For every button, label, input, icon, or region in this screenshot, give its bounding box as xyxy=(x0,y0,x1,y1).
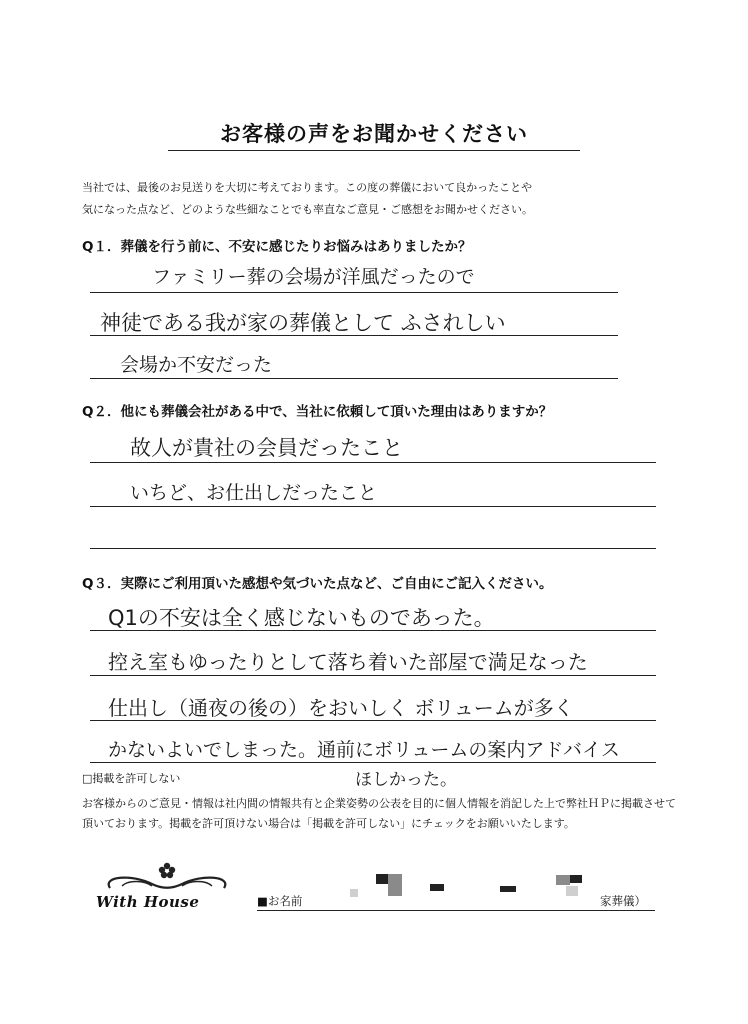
redaction-block xyxy=(376,874,388,884)
redaction-block xyxy=(570,875,582,883)
q3-answer-line-4: かないよいでしまった。通前にボリュームの案内アドバイス xyxy=(108,739,620,761)
redaction-block xyxy=(430,884,444,891)
redaction-block xyxy=(500,886,516,892)
intro-line-2: 気になった点など、どのような些細なことでも率直なご意見・ご感想をお聞かせください。 xyxy=(82,203,533,216)
name-label: ■お名前 xyxy=(257,894,303,908)
answer-line xyxy=(90,462,656,463)
answer-line xyxy=(90,292,618,293)
redaction-block xyxy=(566,886,578,896)
answer-line xyxy=(90,506,656,507)
notice-line-2: 頂いております。掲載を許可頂けない場合は「掲載を許可しない」にチェックをお願いいたします。 xyxy=(82,817,575,830)
q3-answer-line-3: 仕出し（通夜の後の）をおいしく ボリュームが多く xyxy=(108,696,574,720)
q2-answer-line-1: 故人が貴社の会員だったこと xyxy=(130,436,403,460)
answer-line xyxy=(90,762,656,763)
answer-line xyxy=(90,675,656,676)
notice-line-1: お客様からのご意見・情報は社内間の情報共有と企業姿勢の公表を目的に個人情報を消記した上で弊社ＨＰに掲載させて xyxy=(82,797,676,810)
form-title: お客様の声をお聞かせください xyxy=(220,121,528,146)
q1-answer-line-2: 神徒である我が家の葬儀として ふされしい xyxy=(100,311,506,335)
name-underline xyxy=(257,910,655,911)
question-3: Q３．実際にご利用頂いた感想や気づいた点など、ご自由にご記入ください。 xyxy=(82,576,553,592)
redaction-block xyxy=(388,874,402,896)
q3-answer-line-2: 控え室もゆったりとして落ち着いた部屋で満足なった xyxy=(108,650,588,674)
q3-answer-line-5: ほしかった。 xyxy=(355,770,457,790)
question-1: Q１．葬儀を行う前に、不安に感じたりお悩みはありましたか？ xyxy=(82,239,472,255)
q3-answer-line-1: Q1の不安は全く感じないものであった。 xyxy=(108,606,495,630)
answer-line xyxy=(90,378,618,379)
redaction-block xyxy=(350,889,358,897)
title-underline xyxy=(168,150,580,151)
answer-line xyxy=(90,548,656,549)
name-suffix: 家葬儀） xyxy=(600,894,646,908)
q1-answer-line-3: 会場か不安だった xyxy=(120,354,273,376)
consent-checkbox-label[interactable]: □掲載を許可しない xyxy=(82,772,181,785)
intro-line-1: 当社では、最後のお見送りを大切に考えております。この度の葬儀において良かったことや xyxy=(82,181,533,194)
redaction-block xyxy=(556,875,570,885)
q1-answer-line-1: ファミリー葬の会場が洋風だったので xyxy=(152,266,475,288)
logo-wordmark: With House xyxy=(96,893,200,911)
question-2: Q２．他にも葬儀会社がある中で、当社に依頼して頂いた理由はありますか？ xyxy=(82,404,553,420)
q2-answer-line-2: いちど、お仕出しだったこと xyxy=(130,482,378,504)
